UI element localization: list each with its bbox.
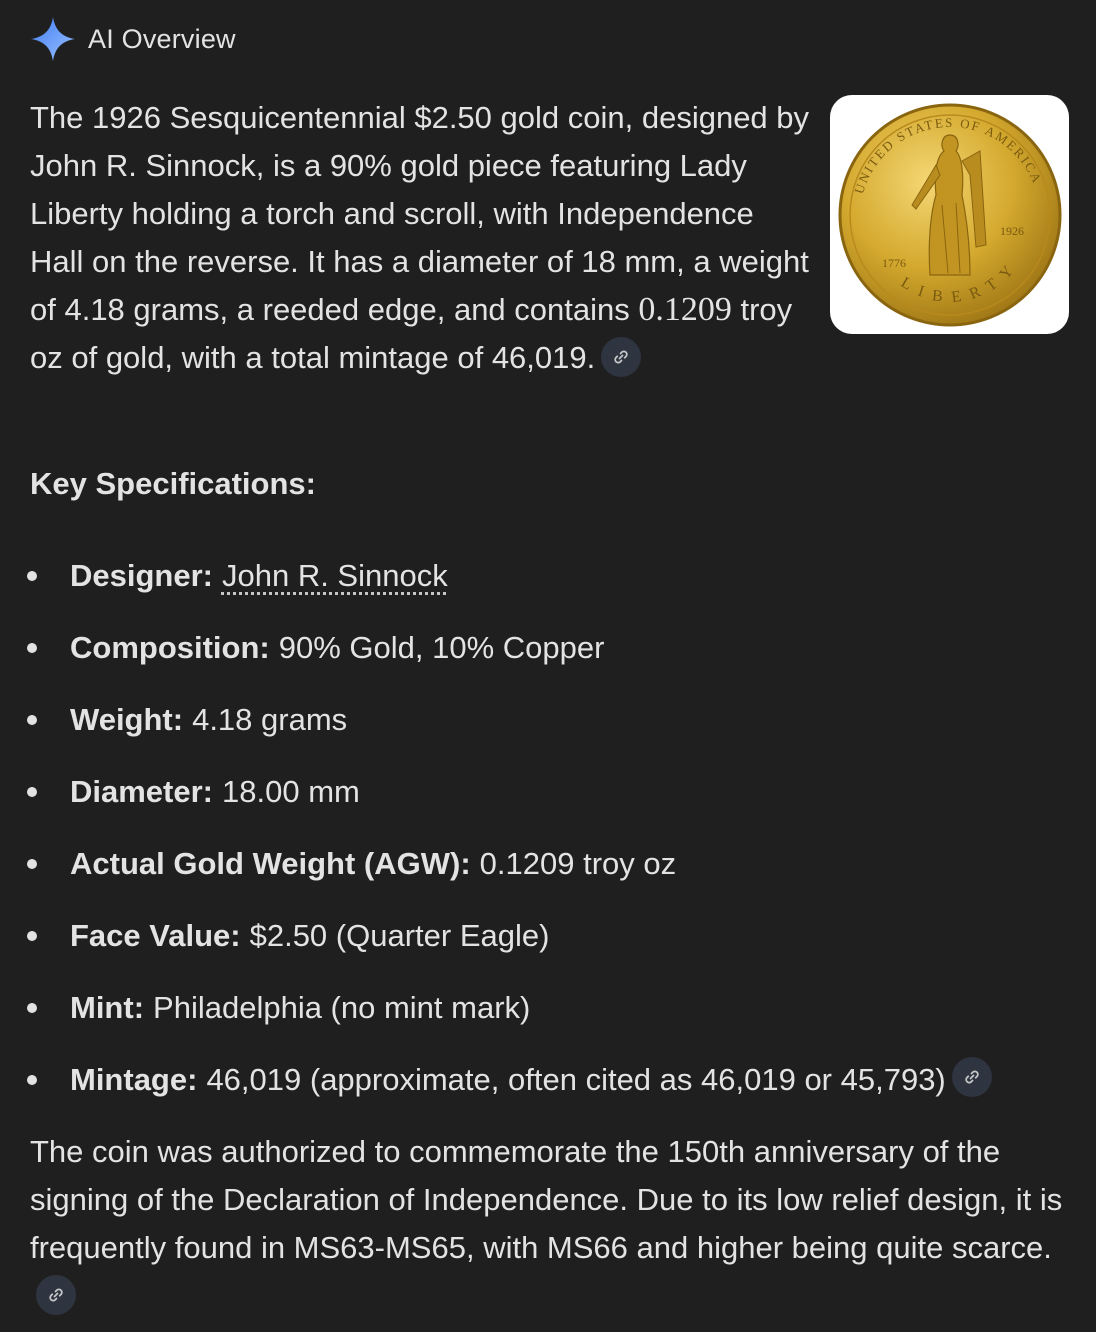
sparkle-icon <box>30 16 76 62</box>
spec-label: Mintage: <box>70 1062 198 1097</box>
coin-inscription-top: UNITED STATES OF AMERICA <box>851 114 1046 196</box>
spec-label: Designer: <box>70 558 213 593</box>
bullet <box>27 643 37 653</box>
coin-image-card[interactable] <box>830 95 1069 334</box>
ai-overview-header <box>30 16 236 62</box>
intro-math-value: 0.1209 <box>638 291 732 328</box>
spec-item-mint <box>0 972 1096 1044</box>
outro-paragraph <box>30 1128 1070 1320</box>
spec-label: Mint: <box>70 990 145 1025</box>
spec-label: Face Value: <box>70 918 241 953</box>
header-title: AI Overview <box>88 23 236 54</box>
spec-value: Philadelphia (no mint mark) <box>153 990 531 1025</box>
spec-item-face-value <box>0 900 1096 972</box>
bullet <box>27 787 37 797</box>
coin-image <box>830 95 1069 334</box>
coin-year-left: 1776 <box>882 256 906 270</box>
intro-source-link-button[interactable] <box>601 337 641 377</box>
bullet <box>27 571 37 581</box>
link-icon <box>46 1285 66 1305</box>
bullet <box>27 1075 37 1085</box>
key-specifications-heading: Key Specifications: <box>30 466 316 501</box>
bullet <box>27 715 37 725</box>
spec-value: 46,019 (approximate, often cited as 46,019 or 45,793) <box>206 1062 946 1097</box>
spec-value: 18.00 mm <box>222 774 360 809</box>
spec-label: Composition: <box>70 630 270 665</box>
coin-year-right: 1926 <box>1000 224 1024 238</box>
outro-source-link-button[interactable] <box>36 1275 76 1315</box>
spec-value: 0.1209 troy oz <box>479 846 677 881</box>
spec-item-mintage <box>0 1044 1096 1116</box>
spec-item-designer <box>0 540 1096 612</box>
bullet <box>27 859 37 869</box>
spec-value: 90% Gold, 10% Copper <box>278 630 605 665</box>
spec-item-composition <box>0 612 1096 684</box>
link-icon <box>962 1067 982 1087</box>
bullet <box>27 1003 37 1013</box>
spec-value: $2.50 (Quarter Eagle) <box>249 918 550 953</box>
link-icon <box>611 347 631 367</box>
spec-item-weight <box>0 684 1096 756</box>
spec-label: Actual Gold Weight (AGW): <box>70 846 471 881</box>
intro-text-after: troy oz of gold, with a total mintage of 46,019. <box>30 292 793 375</box>
spec-item-diameter <box>0 756 1096 828</box>
spec-label: Weight: <box>70 702 184 737</box>
spec-item-agw <box>0 828 1096 900</box>
spec-value: 4.18 grams <box>192 702 348 737</box>
intro-paragraph <box>30 94 810 382</box>
coin-inscription-bottom: LIBERTY <box>897 255 1024 307</box>
bullet <box>27 931 37 941</box>
mintage-source-link-button[interactable] <box>952 1057 992 1097</box>
intro-text-before: The 1926 Sesquicentennial $2.50 gold coin, designed by John R. Sinnock, is a 90% gold piece featuring Lady Liberty holding a torch and scroll, with Independence Hall on the reverse. It has a diameter of 18 mm, a weight of 4.18 grams, a reeded edge, and contains <box>30 100 810 327</box>
spec-label: Diameter: <box>70 774 213 809</box>
designer-link[interactable]: John R. Sinnock <box>221 558 448 593</box>
outro-text: The coin was authorized to commemorate the 150th anniversary of the signing of the Declaration of Independence. Due to its low relief design, it is frequently found in MS63-MS65, with MS66 and higher being quite scarce. <box>30 1134 1063 1265</box>
specs-list <box>0 540 1096 1116</box>
